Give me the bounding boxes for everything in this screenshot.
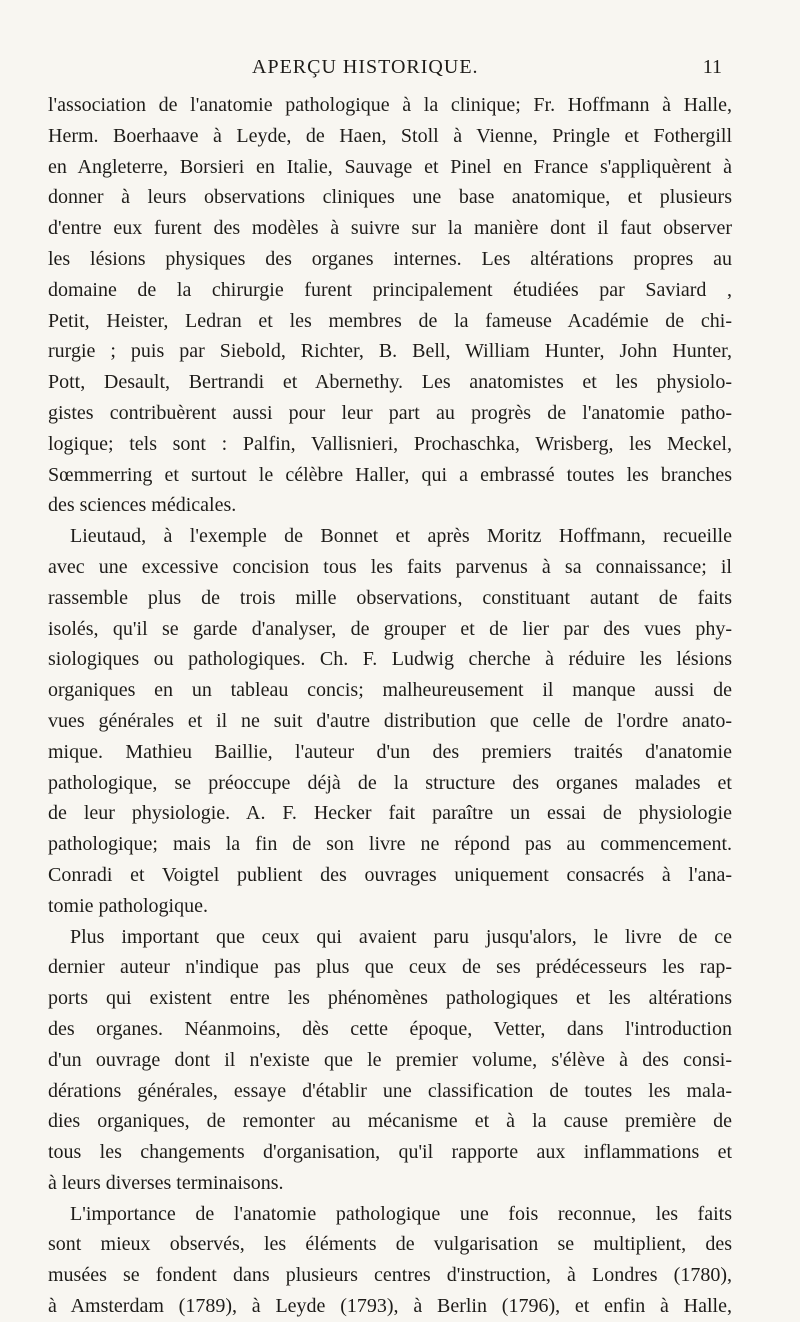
text-line: Herm. Boerhaave à Leyde, de Haen, Stoll à Vienne, Pringle et Fothergill [48, 124, 732, 147]
text-line: mique. Mathieu Baillie, l'auteur d'un des premiers traités d'anatomie [48, 740, 732, 763]
text-line: organiques en un tableau concis; malheureusement il manque aussi de [48, 679, 732, 702]
text-line: donner à leurs observations cliniques une base anatomique, et plusieurs [48, 186, 732, 209]
text-line: dérations générales, essaye d'établir une classification de toutes les mala- [48, 1079, 732, 1102]
text-line: Sœmmerring et surtout le célèbre Haller, qui a embrassé toutes les branches [48, 463, 732, 486]
text-line: pathologique; mais la fin de son livre ne répond pas au commencement. [48, 833, 732, 856]
body-text [48, 90, 732, 1322]
text-line: siologiques ou pathologiques. Ch. F. Ludwig cherche à réduire les lésions [48, 648, 732, 671]
text-line: à Amsterdam (1789), à Leyde (1793), à Berlin (1796), et enfin à Halle, [48, 1295, 732, 1318]
running-title: APERÇU HISTORIQUE. [252, 56, 479, 78]
text-line: musées se fondent dans plusieurs centres d'instruction, à Londres (1780), [48, 1264, 732, 1287]
paragraph [48, 90, 732, 521]
page-number: 11 [702, 56, 722, 78]
page-header [0, 56, 800, 86]
text-line: vues générales et il ne suit d'autre distribution que celle de l'ordre anato- [48, 709, 732, 732]
text-line: de leur physiologie. A. F. Hecker fait paraître un essai de physiologie [48, 802, 732, 825]
paragraph [48, 922, 732, 1199]
text-line: isolés, qu'il se garde d'analyser, de grouper et de lier par des vues phy- [48, 617, 732, 640]
text-line: sont mieux observés, les éléments de vulgarisation se multiplient, des [48, 1233, 732, 1256]
text-line: Lieutaud, à l'exemple de Bonnet et après Moritz Hoffmann, recueille [70, 525, 732, 548]
text-line: tomie pathologique. [48, 894, 208, 917]
text-line: pathologique, se préoccupe déjà de la structure des organes malades et [48, 771, 732, 794]
text-line: rurgie ; puis par Siebold, Richter, B. Bell, William Hunter, John Hunter, [48, 340, 732, 363]
text-line: à leurs diverses terminaisons. [48, 1171, 284, 1194]
text-line: ports qui existent entre les phénomènes pathologiques et les altérations [48, 987, 732, 1010]
text-line: Plus important que ceux qui avaient paru jusqu'alors, le livre de ce [70, 925, 732, 948]
text-line: rassemble plus de trois mille observations, constituant autant de faits [48, 586, 732, 609]
paragraph [48, 1199, 732, 1322]
text-line: Pott, Desault, Bertrandi et Abernethy. Les anatomistes et les physiolo- [48, 371, 732, 394]
text-line: tous les changements d'organisation, qu'il rapporte aux inflammations et [48, 1141, 732, 1164]
text-line: l'association de l'anatomie pathologique à la clinique; Fr. Hoffmann à Halle, [48, 94, 732, 116]
text-line: des sciences médicales. [48, 494, 237, 517]
text-line: des organes. Néanmoins, dès cette époque, Vetter, dans l'introduction [48, 1017, 732, 1040]
text-line: dernier auteur n'indique pas plus que ceux de ses prédécesseurs les rap- [48, 956, 732, 979]
text-line: en Angleterre, Borsieri en Italie, Sauvage et Pinel en France s'appliquèrent à [48, 155, 732, 178]
paragraph [48, 521, 732, 921]
text-line: d'un ouvrage dont il n'existe que le premier volume, s'élève à des consi- [48, 1048, 732, 1071]
text-line: Conradi et Voigtel publient des ouvrages uniquement consacrés à l'ana- [48, 863, 732, 886]
text-line: gistes contribuèrent aussi pour leur part au progrès de l'anatomie patho- [48, 401, 732, 424]
text-line: Petit, Heister, Ledran et les membres de la fameuse Académie de chi- [48, 309, 732, 332]
text-line: les lésions physiques des organes internes. Les altérations propres au [48, 247, 732, 270]
text-line: avec une excessive concision tous les faits parvenus à sa connaissance; il [48, 555, 732, 578]
text-line: domaine de la chirurgie furent principalement étudiées par Saviard , [48, 278, 732, 301]
text-line: d'entre eux furent des modèles à suivre sur la manière dont il faut observer [48, 217, 732, 240]
text-line: dies organiques, de remonter au mécanisme et à la cause première de [48, 1110, 732, 1133]
text-line: logique; tels sont : Palfin, Vallisnieri, Prochaschka, Wrisberg, les Meckel, [48, 432, 732, 455]
text-line: L'importance de l'anatomie pathologique une fois reconnue, les faits [70, 1202, 732, 1225]
